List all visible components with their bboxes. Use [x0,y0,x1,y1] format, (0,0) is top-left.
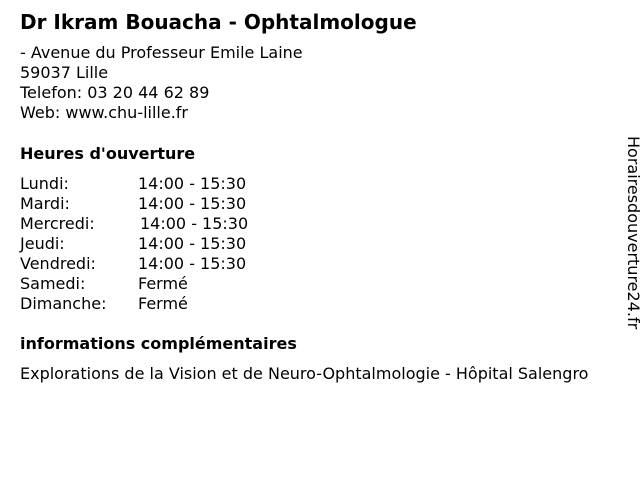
page-title: Dr Ikram Bouacha - Ophtalmologue [20,10,417,34]
opening-hours-heading: Heures d'ouverture [20,144,196,163]
day-label: Dimanche: [20,294,107,313]
hours-value: 14:00 - 15:30 [138,254,247,273]
hours-value: 14:00 - 15:30 [138,234,247,253]
additional-info-heading: informations complémentaires [20,334,297,353]
additional-info-text: Explorations de la Vision et de Neuro-Ophtalmologie - Hôpital Salengro [20,364,589,383]
day-label: Mercredi: [20,214,95,233]
hours-value: 14:00 - 15:30 [140,214,249,233]
day-label: Mardi: [20,194,70,213]
day-label: Lundi: [20,174,69,193]
street-address: - Avenue du Professeur Emile Laine [20,43,303,62]
website: Web: www.chu-lille.fr [20,103,189,122]
day-label: Jeudi: [20,234,65,253]
hours-value: 14:00 - 15:30 [138,194,247,213]
day-label: Vendredi: [20,254,96,273]
site-watermark: Horairesdouverture24.fr [624,136,643,330]
day-label: Samedi: [20,274,86,293]
address-block [20,43,303,123]
city: 59037 Lille [20,63,109,82]
hours-value: 14:00 - 15:30 [138,174,247,193]
hours-value: Fermé [138,294,188,313]
phone-number: Telefon: 03 20 44 62 89 [20,83,210,102]
hours-value: Fermé [138,274,188,293]
